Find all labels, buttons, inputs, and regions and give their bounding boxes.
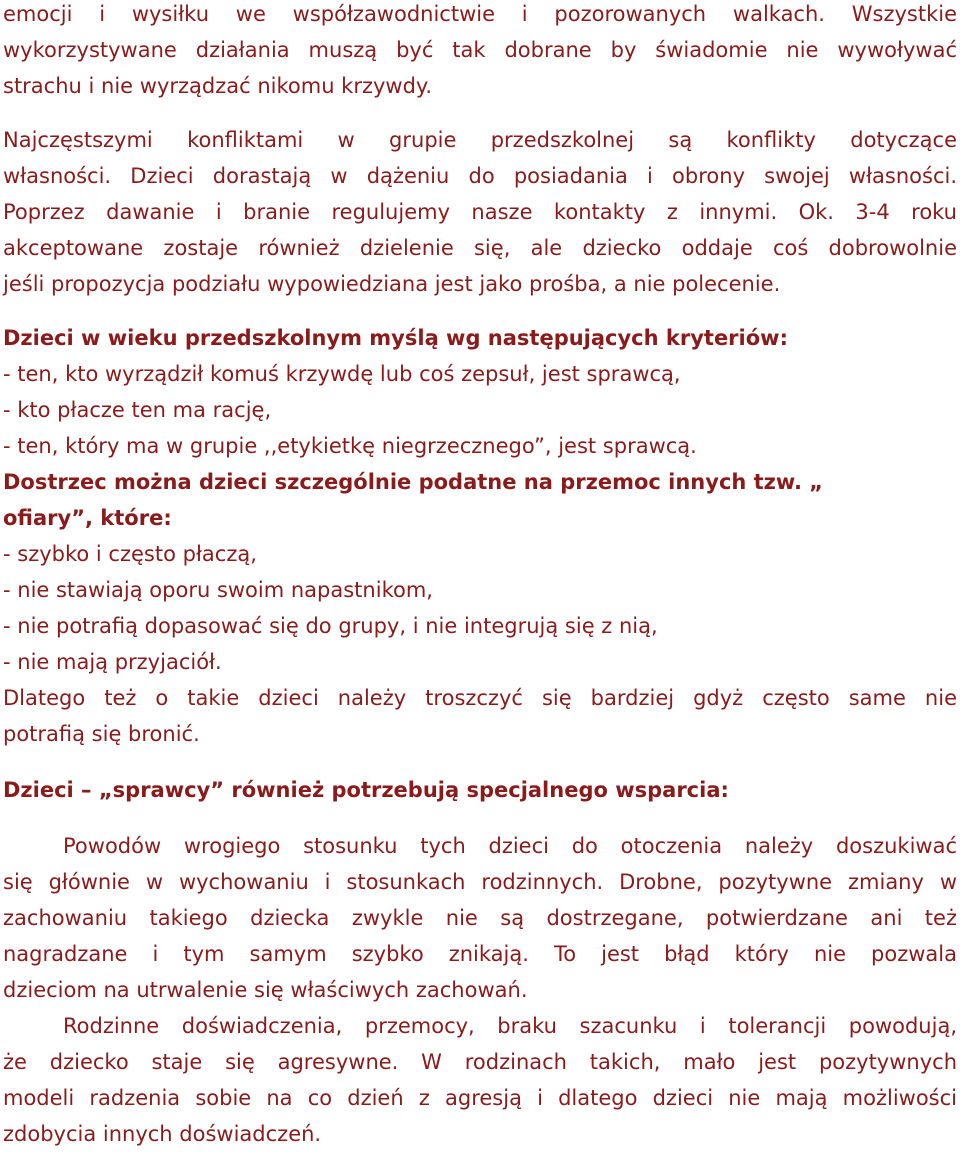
paragraph-competition	[3, 0, 957, 104]
text-line: Poprzez dawanie i branie regulujemy nasze kontakty z innymi. Ok. 3-4 roku	[3, 200, 957, 224]
victims-section	[3, 464, 957, 752]
criteria-heading: Dzieci w wieku przedszkolnym myślą wg następujących kryteriów:	[3, 326, 788, 350]
victims-heading-line1: Dostrzec można dzieci szczególnie podatne na przemoc innych tzw. „	[3, 470, 824, 494]
spacer	[3, 302, 957, 320]
list-item: - ten, kto wyrządził komuś krzywdę lub coś zepsuł, jest sprawcą,	[3, 362, 681, 386]
text-line: modeli radzenia sobie na co dzień z agresją i dlatego dzieci nie mają możliwości	[3, 1086, 957, 1110]
text-line: wykorzystywane działania muszą być tak dobrane by świadomie nie wywoływać	[3, 38, 957, 62]
perpetrators-section	[3, 772, 957, 1152]
text-line: się głównie w wychowaniu i stosunkach rodzinnych. Drobne, pozytywne zmiany w	[3, 870, 957, 894]
spacer	[3, 808, 957, 828]
document-page	[3, 0, 957, 1152]
paragraph-conflicts	[3, 122, 957, 302]
text-line: zachowaniu takiego dziecka zwykle nie są dostrzegane, potwierdzane ani też	[3, 906, 957, 930]
text-line: własności. Dzieci dorastają w dążeniu do posiadania i obrony swojej własności.	[3, 164, 957, 188]
text-line: emocji i wysiłku we współzawodnictwie i pozorowanych walkach. Wszystkie	[3, 2, 957, 26]
text-line: strachu i nie wyrządzać nikomu krzywdy.	[3, 74, 433, 98]
spacer	[3, 752, 957, 772]
text-line: akceptowane zostaje również dzielenie się, ale dziecko oddaje coś dobrowolnie	[3, 236, 957, 260]
list-item: - ten, który ma w grupie ,,etykietkę niegrzecznego”, jest sprawcą.	[3, 434, 697, 458]
criteria-section	[3, 320, 957, 464]
list-item: - szybko i często płaczą,	[3, 542, 257, 566]
perpetrators-heading: Dzieci – „sprawcy” również potrzebują specjalnego wsparcia:	[3, 778, 729, 802]
victims-heading-line2: ofiary”, które:	[3, 506, 172, 530]
text-line: Powodów wrogiego stosunku tych dzieci do otoczenia należy doszukiwać	[63, 834, 957, 858]
list-item: - nie stawiają oporu swoim napastnikom,	[3, 578, 433, 602]
text-line: nagradzane i tym samym szybko znikają. To jest błąd który nie pozwala	[3, 942, 957, 966]
text-line: że dziecko staje się agresywne. W rodzinach takich, mało jest pozytywnych	[3, 1050, 957, 1074]
list-item: - nie potrafią dopasować się do grupy, i nie integrują się z nią,	[3, 614, 658, 638]
text-line: Dlatego też o takie dzieci należy troszczyć się bardziej gdyż często same nie	[3, 686, 957, 710]
text-line: Rodzinne doświadczenia, przemocy, braku szacunku i tolerancji powodują,	[63, 1014, 957, 1038]
spacer	[3, 104, 957, 122]
text-line: potrafią się bronić.	[3, 722, 200, 746]
list-item: - nie mają przyjaciół.	[3, 650, 222, 674]
text-line: jeśli propozycja podziału wypowiedziana jest jako prośba, a nie polecenie.	[3, 272, 781, 296]
text-line: dzieciom na utrwalenie się właściwych zachowań.	[3, 978, 528, 1002]
text-line: Najczęstszymi konfliktami w grupie przedszkolnej są konflikty dotyczące	[3, 128, 957, 152]
list-item: - kto płacze ten ma rację,	[3, 398, 272, 422]
text-line: zdobycia innych doświadczeń.	[3, 1122, 322, 1146]
